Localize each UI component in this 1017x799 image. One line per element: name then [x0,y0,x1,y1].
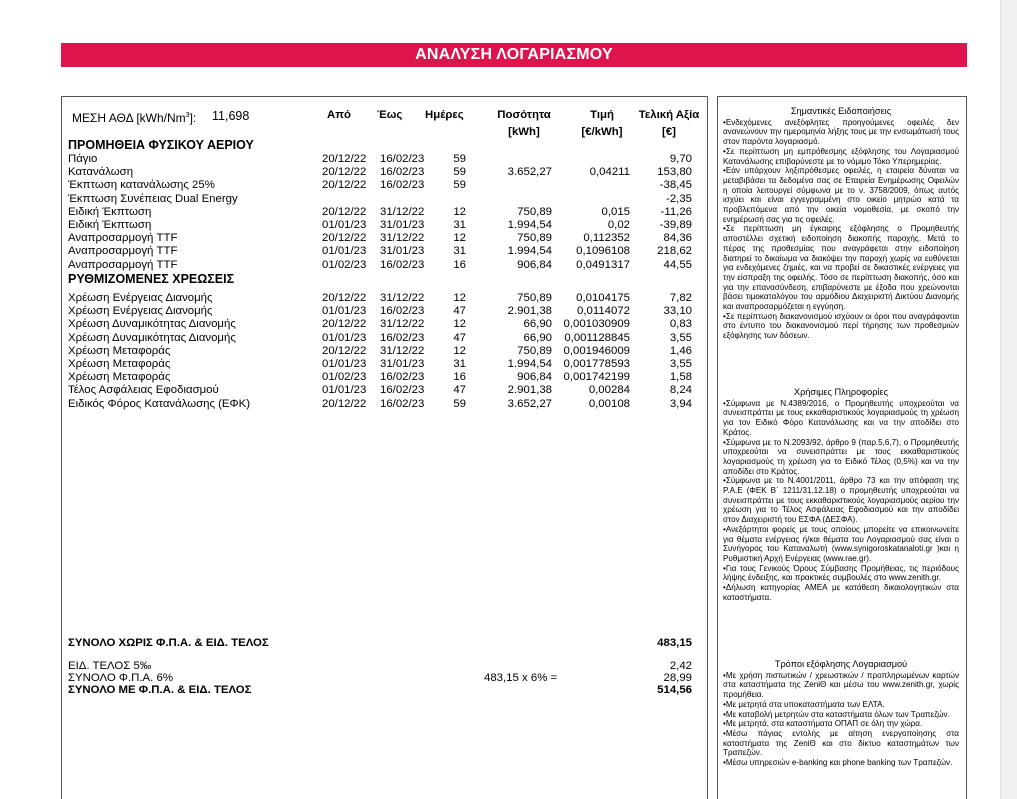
cell-from: 01/02/23 [322,258,367,271]
cell-price: 0,001778593 [563,358,630,370]
info-paragraph: •Ενδεχόμενες ανεξόφλητες προηγούμενες οφειλές δεν ανανεώνουν την ημερομηνία λήξης τους με την ενσωμάτωσή τους στον παρόντα λογαριασμό. [723,117,959,147]
cell-qty: 66,90 [523,318,552,331]
col-qty: Ποσότητα [497,109,551,121]
cell-qty: 906,84 [517,371,552,384]
info-paragraph: •Με χρήση πιστωτικών / χρεωστικών / προπληρωμένων καρτών στα καταστήματα της ZeniΘ και μέσω του www.zenith.gr, χωρίς προμήθεια. [723,670,959,700]
avg-label: ΜΕΣΗ ΑΘΔ [kWh/Nm$^3$]: [72,111,197,125]
col-qty-unit: [kWh] [508,126,540,138]
cell-price: 0,00108 [588,397,630,410]
info-paragraph: •Μέσω υπηρεσιών e-banking και phone banking των Τραπεζών. [723,758,953,768]
cell-to: 31/12/22 [380,232,425,245]
cell-total: 3,94 [669,397,692,410]
cell-days: 16 [453,371,466,384]
cell-from: 01/01/23 [322,219,367,231]
cell-price: 0,001946009 [563,344,630,357]
cell-from: 01/01/23 [322,245,367,258]
info-paragraph: •Με μετρητά στα υποκαταστήματα των ΕΛΤΑ. [723,699,885,709]
cell-from: 20/12/22 [322,232,367,245]
cell-to: 31/12/22 [380,318,425,331]
cell-qty: 3.652,27 [507,397,552,410]
cell-days: 12 [453,232,466,245]
avg-value: 11,698 [212,109,250,123]
info-paragraph: •Σε περίπτωση μη εμπρόθεσμης εξόφλησης του Λογαριασμού Κατανάλωσης επιβαρύνεστε με το νόμιμο Τόκο Υπερημερίας. [723,146,959,166]
cell-from: 20/12/22 [322,318,367,331]
cell-qty: 1.994,54 [507,245,552,258]
useful-title: Χρήσιμες Πληροφορίες [793,387,889,397]
cell-label: Πάγιο [68,153,98,165]
cell-to: 16/02/23 [380,371,425,384]
notices-block [723,107,959,341]
cell-to: 16/02/23 [380,179,425,192]
cell-from: 20/12/22 [322,179,367,192]
col-days: Ημέρες [425,109,464,121]
notices-title: Σημαντικές Ειδοποιήσεις [790,106,892,116]
cell-label: Έκπτωση Συνέπειας Dual Energy [68,192,238,205]
cell-label: Αναπροσαρμογή TTF [68,258,178,271]
cell-label: Χρέωση Δυναμικότητας Διανομής [68,331,236,344]
cell-label: Αναπροσαρμογή TTF [68,232,178,245]
page-title: ΑΝΑΛΥΣΗ ΛΟΓΑΡΙΑΣΜΟΥ [415,46,613,63]
cell-days: 47 [453,331,466,344]
cell-label: Χρέωση Δυναμικότητας Διανομής [68,318,236,331]
cell-to: 31/01/23 [380,245,425,258]
cell-qty: 750,89 [517,205,552,218]
info-paragraph: •Σε περίπτωση μη έγκαιρης εξόφλησης ο Προμηθευτής αποστέλλει σχετική ειδοποίηση διακοπής παροχής. Μετά το πέρας της προθεσμίας που αναγράφεται στην ειδοποίηση διατηρεί το δικαίωμα να διακόψει την παροχή χωρίς να ευθύνεται για ενδεχόμενες ζημιές, και να προβεί σε δικαστικές ενέργειες για την είσπραξη της οφειλής. Τόσο σε περίπτωση διακοπής, όσο και για την επανασύνδεση, επιβαρύνεστε με έξοδα που χρεώνονται βάσει τιμοκαταλόγου του αρμόδιου Διαχειριστή Δικτύου Διανομής και αναπροσαρμόζεται η εγγύηση. [723,224,959,312]
info-paragraph: •Με καταβολή μετρητών στα καταστήματα όλων των Τραπεζών. [723,709,950,719]
cell-label: Χρέωση Μεταφοράς [68,344,171,357]
cell-from: 01/01/23 [322,331,367,344]
cell-qty: 750,89 [517,232,552,245]
cell-days: 47 [453,305,466,318]
info-paragraph: •Μέσω πάγιας εντολής με αίτηση ενεργοποίησης στα καταστήματα της ZeniΘ και στο δίκτυο καταστημάτων των Τραπεζών. [723,728,959,758]
cell-label: Έκπτωση κατανάλωσης 25% [68,179,215,192]
cell-from: 20/12/22 [322,292,367,304]
col-to: Έως [377,109,403,121]
vat-label: ΣΥΝΟΛΟ Φ.Π.Α. 6% [68,672,173,684]
cell-from: 20/12/22 [322,397,367,410]
cell-price: 0,0104175 [576,292,630,304]
cell-total: -38,45 [659,179,692,192]
useful-info-block [723,388,959,602]
cell-qty: 66,90 [523,331,552,344]
cell-to: 31/01/23 [380,358,425,370]
cell-total: 3,55 [669,358,692,370]
supply-section-title: ΠΡΟΜΗΘΕΙΑ ΦΥΣΙΚΟΥ ΑΕΡΙΟΥ [68,138,254,152]
cell-days: 59 [453,153,466,165]
payment-methods-block [723,660,959,768]
col-total-unit: [€] [662,126,676,138]
cell-from: 20/12/22 [322,153,367,165]
cell-total: -11,26 [660,205,692,218]
cell-total: 84,36 [663,232,692,245]
cell-total: 9,70 [669,153,692,165]
cell-price: 0,001128845 [564,331,630,344]
col-price: Τιμή [590,109,614,121]
cell-to: 16/02/23 [380,331,425,344]
cell-label: Ειδικός Φόρος Κατανάλωσης (ΕΦΚ) [68,397,250,410]
cell-qty: 1.994,54 [507,358,552,370]
cell-label: Ειδική Έκπτωση [68,205,152,218]
cell-total: -39,89 [659,219,692,231]
cell-qty: 2.901,38 [507,305,552,318]
cell-label: Χρέωση Μεταφοράς [68,371,171,384]
cell-qty: 750,89 [517,344,552,357]
info-paragraph: •Δήλωση κατηγορίας ΑΜΕΑ με κατάθεση δικαιολογητικών στα καταστήματα. [723,583,959,602]
cell-qty: 750,89 [517,292,552,304]
cell-days: 31 [453,245,466,258]
cell-price: 0,112352 [583,232,630,245]
cell-label: Ειδική Έκπτωση [68,219,152,231]
col-total: Τελική Αξία [638,109,700,121]
cell-to: 31/12/22 [380,344,425,357]
col-price-unit: [€/kWh] [581,126,623,138]
cell-label: Κατανάλωση [68,166,134,179]
info-paragraph: •Σε περίπτωση διακανονισμού ισχύουν οι όροι που αναγράφονται στο έντυπο του διακανονισμού περί τήρησης των προθεσμιών εξόφλησης των δόσεων. [723,311,959,341]
cell-price: 0,015 [601,205,630,218]
cell-to: 16/02/23 [380,305,425,318]
regulated-section-title: ΡΥΘΜΙΖΟΜΕΝΕΣ ΧΡΕΩΣΕΙΣ [68,272,235,286]
cell-from: 20/12/22 [322,166,367,179]
cell-days: 59 [453,166,466,179]
cell-to: 16/02/23 [380,258,425,271]
cell-to: 16/02/23 [380,397,425,410]
cell-price: 0,04211 [589,166,630,179]
cell-from: 01/01/23 [322,305,367,318]
cell-total: 0,83 [669,318,692,331]
cell-from: 20/12/22 [322,344,367,357]
grand-total-value: 514,56 [657,684,692,696]
cell-total: 1,58 [669,371,692,384]
cell-label: Χρέωση Ενέργειας Διανομής [68,292,213,304]
cell-qty: 906,84 [517,258,552,271]
cell-to: 31/12/22 [380,205,425,218]
cell-from: 20/12/22 [322,205,367,218]
cell-total: 8,24 [669,384,692,397]
cell-price: 0,1096108 [576,245,630,258]
cell-label: Αναπροσαρμογή TTF [68,245,178,258]
cell-price: 0,001030909 [563,318,630,331]
info-paragraph: •Σύμφωνα με Ν.4389/2016, ο Προμηθευτής υποχρεούται να συνεισπράττει με τους εκκαθαριστικούς λογαριασμούς τη χρέωση για τον Ειδικό Φόρο Κατανάλωσης και να την αποδίδει στο Κράτος. [723,398,959,437]
subtotal-label: ΣΥΝΟΛΟ ΧΩΡΙΣ Φ.Π.Α. & ΕΙΔ. ΤΕΛΟΣ [68,637,269,649]
cell-days: 12 [453,344,466,357]
fee-value: 2,42 [669,660,692,672]
info-paragraph: •Με μετρητά, στα καταστήματα ΟΠΑΠ σε όλη την χώρα. [723,719,923,729]
cell-label: Χρέωση Ενέργειας Διανομής [68,305,213,318]
cell-days: 59 [453,397,466,410]
cell-from: 01/02/23 [322,371,367,384]
cell-to: 31/12/22 [380,292,425,304]
subtotal-value: 483,15 [657,637,692,649]
title-band [61,43,967,67]
cell-price: 0,0114072 [577,305,630,318]
info-paragraph: •Ανεξάρτητοι φορείς με τους οποίους μπορείτε να επικοινωνείτε για θέματα ενέργειας ή/και θέματα του Λογαριασμού σας είναι ο Συνήγορος του Καταναλωτή (www.synigoroskatanaloti.gr )και η Ρυθμιστική Αρχή Ενέργειας (www.rae.gr). [723,524,959,563]
cell-price: 0,0491317 [576,258,630,271]
info-paragraph: •Σύμφωνα με το Ν.2093/92, άρθρο 9 (παρ.5,6,7), ο Προμηθευτής υποχρεούται να συνεισπράττει με τους εκκαθαριστικούς λογαριασμούς τη χρέωση για το Ειδικό Τέλος (0,5%) και να την αποδίδει στο Κράτος. [723,437,959,476]
cell-days: 12 [453,292,466,304]
info-paragraph: •Εάν υπάρχουν ληξιπρόθεσμες οφειλές, η εταιρεία δύναται να μεταβιβάσει τα δεδομένα σας σε Εταιρεία Ενημέρωσης Οφειλών η οποία λειτουργεί σύμφωνα με το ν. 3758/2009, όπως αυτός ισχύει και είναι εγγεγραμμένη στο οικείο μητρώο κατά τα προβλεπόμενα από την οικεία νομοθεσία, με σκοπό την ενημέρωσή σας για τις οφειλές. [723,166,959,224]
cell-total: 7,82 [669,292,692,304]
cell-total: 3,55 [669,331,692,344]
cell-days: 59 [453,179,466,192]
vat-value: 28,99 [663,672,692,684]
grand-total-label: ΣΥΝΟΛΟ ΜΕ Φ.Π.Α. & ΕΙΔ. ΤΕΛΟΣ [68,684,252,696]
cell-qty: 3.652,27 [507,166,552,179]
cell-total: 1,46 [669,344,692,357]
vat-calc: 483,15 x 6% = [484,672,558,684]
info-paragraph: •Σύμφωνα με το Ν.4001/2011, άρθρο 73 και την απόφαση της Ρ.Α.Ε (ΦΕΚ Β΄ 1211/31.12.18) ο προμηθευτής υποχρεούται να συνεισπράττει με τους εκκαθαριστικούς λογαριασμούς αερίου την χρέωση για το Τέλος Ασφάλειας Εφοδιασμού και την αποδίδει στον Διαχειριστή του ΕΣΦΑ (ΔΕΣΦΑ). [723,476,959,525]
cell-to: 16/02/23 [380,153,425,165]
cell-total: 44,55 [663,258,692,271]
payment-title: Τρόποι εξόφλησης Λογαριασμού [774,659,908,669]
cell-total: -2,35 [666,192,692,205]
cell-to: 16/02/23 [380,384,425,397]
info-paragraph: •Για τους Γενικούς Όρους Σύμβασης Προμήθειας, τις περιόδους λήψης ένδειξης, και πρακτικές συμβουλές στο www.zenith.gr. [723,563,959,583]
cell-days: 47 [453,384,466,397]
cell-days: 16 [453,258,466,271]
cell-price: 0,00284 [588,384,630,397]
cell-from: 01/01/23 [322,384,367,397]
fee-label: ΕΙΔ. ΤΕΛΟΣ 5‰ [68,660,152,672]
cell-to: 31/01/23 [380,219,425,231]
cell-price: 0,001742199 [563,371,630,384]
cell-total: 33,10 [663,305,692,318]
scrollbar-track[interactable] [1000,0,1017,799]
cell-qty: 1.994,54 [507,219,552,231]
cell-days: 31 [453,358,466,370]
cell-label: Χρέωση Μεταφοράς [68,358,171,370]
cell-days: 12 [453,318,466,331]
cell-days: 12 [453,205,466,218]
cell-from: 01/01/23 [322,358,367,370]
col-from: Από [327,109,351,121]
cell-price: 0,02 [607,219,630,231]
cell-label: Τέλος Ασφάλειας Εφοδιασμού [68,384,219,397]
cell-qty: 2.901,38 [507,384,552,397]
cell-to: 16/02/23 [380,166,425,179]
cell-total: 153,80 [657,166,692,179]
cell-total: 218,62 [657,245,692,258]
cell-days: 31 [453,219,466,231]
